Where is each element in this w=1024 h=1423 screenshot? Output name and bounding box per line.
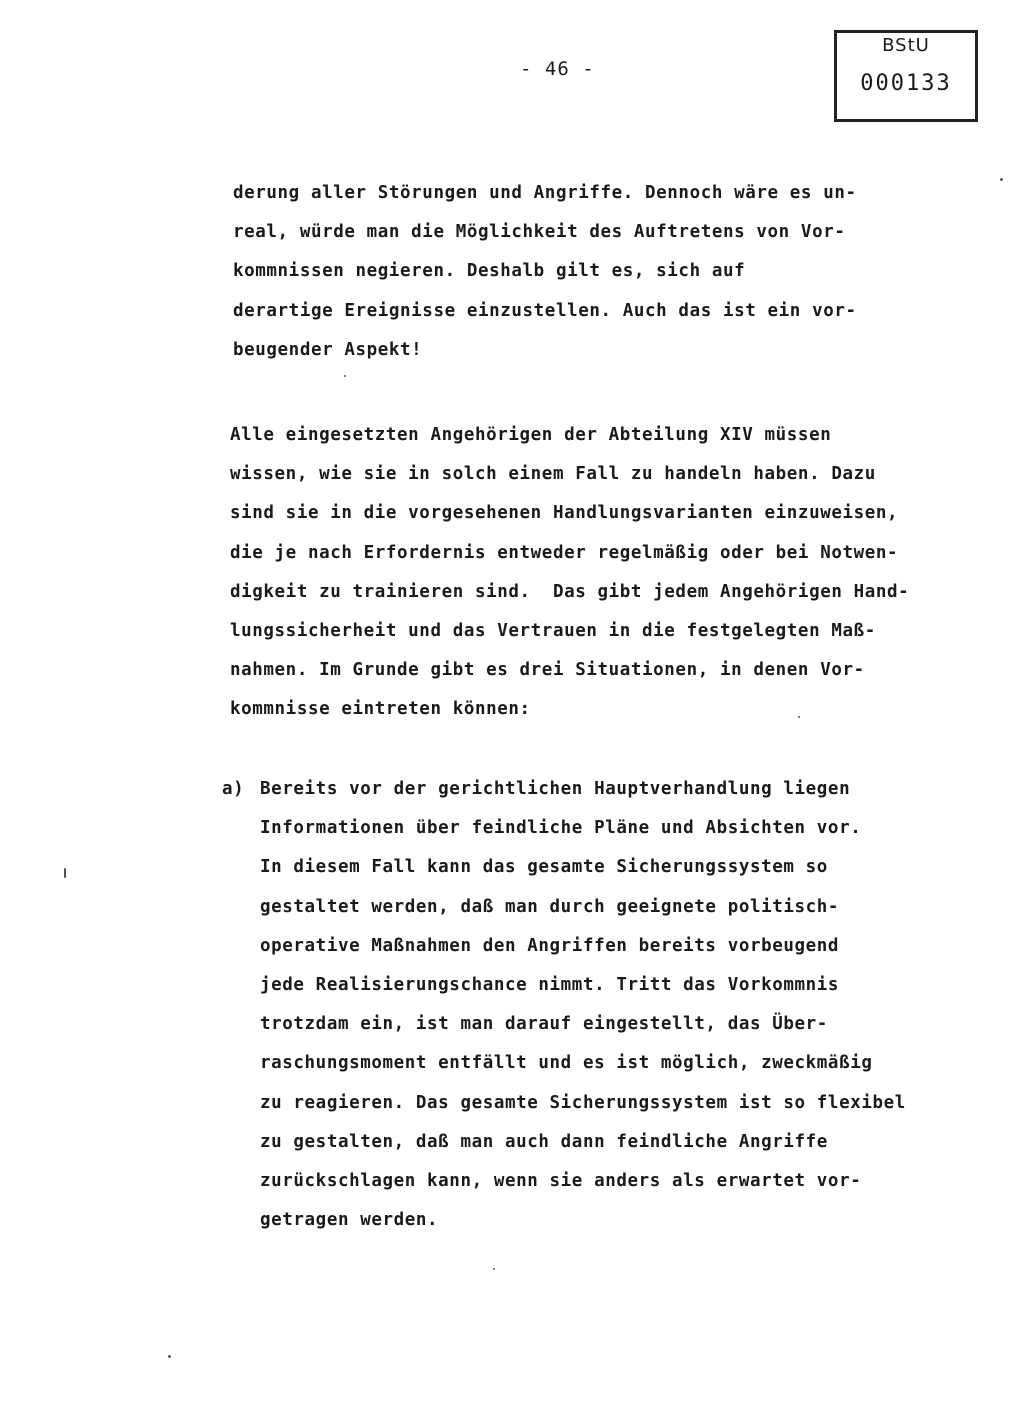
text-line: beugender Aspekt!	[233, 339, 423, 360]
text-line: Informationen über feindliche Pläne und Absichten vor.	[260, 818, 862, 839]
scan-speck	[1000, 178, 1003, 181]
stamp-agency: BStU	[882, 35, 930, 56]
text-line: gestaltet werden, daß man durch geeignete politisch-	[260, 896, 840, 917]
text-line: wissen, wie sie in solch einem Fall zu handeln haben. Dazu	[230, 464, 876, 485]
text-line: digkeit zu trainieren sind. Das gibt jedem Angehörigen Hand-	[230, 581, 910, 602]
list-item-body	[260, 770, 906, 1240]
page-number: - 46 -	[520, 58, 595, 80]
text-line: jede Realisierungschance nimmt. Tritt das Vorkommnis	[260, 974, 840, 995]
text-line: raschungsmoment entfällt und es ist möglich, zweckmäßig	[260, 1053, 873, 1074]
text-line: derartige Ereignisse einzustellen. Auch das ist ein vor-	[233, 300, 857, 321]
text-line: lungssicherheit und das Vertrauen in die festgelegten Maß-	[230, 620, 876, 641]
paragraph-2	[230, 416, 909, 730]
text-line: getragen werden.	[260, 1210, 439, 1231]
scan-speck	[168, 1355, 171, 1358]
text-line: Alle eingesetzten Angehörigen der Abteilung XIV müssen	[230, 425, 832, 445]
text-line: kommnisse eintreten können:	[230, 699, 531, 720]
text-line: zurückschlagen kann, wenn sie anders als erwartet vor-	[260, 1170, 862, 1191]
text-line: kommnissen negieren. Deshalb gilt es, sich auf	[233, 261, 746, 282]
scan-speck	[64, 868, 66, 878]
text-line: derung aller Störungen und Angriffe. Dennoch wäre es un-	[233, 183, 857, 203]
scan-speck	[798, 716, 800, 718]
text-line: sind sie in die vorgesehenen Handlungsvarianten einzuweisen,	[230, 503, 899, 524]
archive-stamp	[834, 30, 978, 122]
text-line: In diesem Fall kann das gesamte Sicherungssystem so	[260, 857, 828, 878]
text-line: zu reagieren. Das gesamte Sicherungssystem ist so flexibel	[260, 1092, 906, 1113]
text-line: nahmen. Im Grunde gibt es drei Situationen, in denen Vor-	[230, 660, 865, 681]
text-line: trotzdam ein, ist man darauf eingestellt, das Über-	[260, 1014, 828, 1035]
text-line: zu gestalten, daß man auch dann feindliche Angriffe	[260, 1131, 828, 1152]
text-line: real, würde man die Möglichkeit des Auftretens von Vor-	[233, 222, 846, 243]
text-line: Bereits vor der gerichtlichen Hauptverhandlung liegen	[260, 779, 851, 799]
scan-speck	[493, 1268, 495, 1270]
scan-speck	[344, 375, 346, 377]
stamp-number: 000133	[860, 71, 952, 96]
list-marker: a)	[222, 779, 245, 799]
text-line: operative Maßnahmen den Angriffen bereits vorbeugend	[260, 935, 840, 956]
text-line: die je nach Erfordernis entweder regelmäßig oder bei Notwen-	[230, 542, 899, 563]
paragraph-1	[233, 174, 857, 370]
